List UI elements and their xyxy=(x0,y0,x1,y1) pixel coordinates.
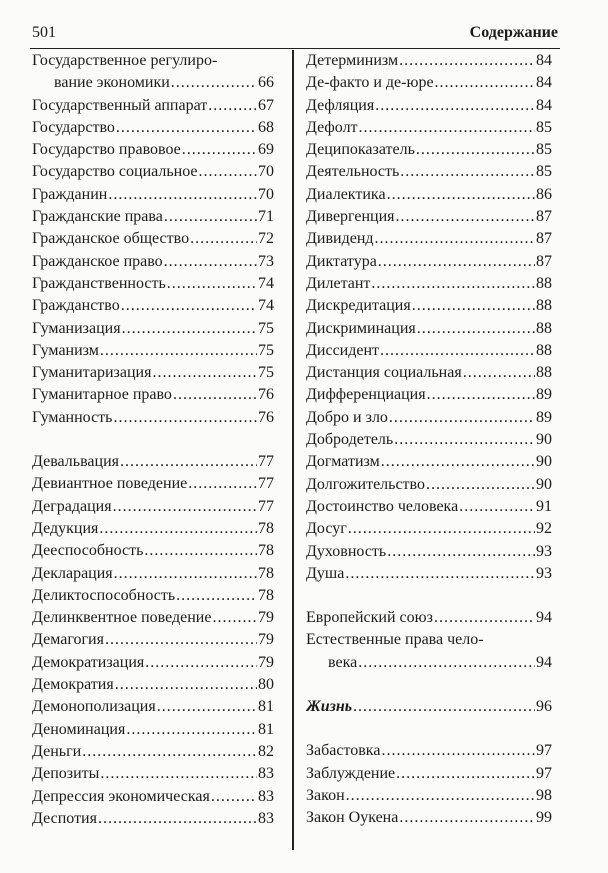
toc-term: Естественные права чело- xyxy=(306,631,484,649)
dot-leader xyxy=(120,451,257,473)
toc-page-number: 66 xyxy=(258,74,274,92)
toc-term: Диктатура xyxy=(306,252,377,270)
toc-entry xyxy=(32,674,274,696)
toc-term: Дивиденд xyxy=(306,230,374,248)
toc-term: Закон Оукена xyxy=(306,809,399,827)
dot-leader xyxy=(211,786,257,808)
toc-entry xyxy=(32,407,274,429)
toc-page-number: 78 xyxy=(258,564,274,582)
toc-term: Деликтоспособность xyxy=(32,586,176,604)
toc-entry xyxy=(306,139,552,161)
toc-entry xyxy=(306,496,552,518)
toc-entry xyxy=(306,740,552,762)
dot-leader xyxy=(375,228,535,250)
dot-leader xyxy=(164,251,257,273)
toc-entry xyxy=(32,585,274,607)
toc-term: Гражданство xyxy=(32,297,120,315)
toc-page-number: 94 xyxy=(536,653,552,671)
dot-leader xyxy=(389,407,535,429)
toc-entry xyxy=(306,807,552,829)
toc-entry xyxy=(306,318,552,340)
toc-entry xyxy=(32,340,274,362)
toc-page-number: 87 xyxy=(536,208,552,226)
toc-term: Добродетель xyxy=(306,431,394,449)
toc-entry xyxy=(32,563,274,585)
dot-leader xyxy=(348,518,535,540)
toc-entry xyxy=(32,384,274,406)
toc-page-number: 98 xyxy=(536,786,552,804)
page-header xyxy=(30,24,560,49)
toc-entry xyxy=(306,474,552,496)
toc-term: Догматизм xyxy=(306,453,380,471)
dot-leader xyxy=(399,807,535,829)
toc-entry xyxy=(306,696,552,718)
toc-page-number: 78 xyxy=(258,586,274,604)
dot-leader xyxy=(115,674,257,696)
toc-page-number: 74 xyxy=(258,274,274,292)
toc-term: Жизнь xyxy=(306,698,353,716)
toc-entry-line xyxy=(32,50,274,72)
toc-entry xyxy=(306,161,552,183)
toc-page-number: 83 xyxy=(258,765,274,783)
toc-entry xyxy=(306,429,552,451)
toc-term: Демонополизация xyxy=(32,698,156,716)
toc-entry xyxy=(306,95,552,117)
toc-page-number: 74 xyxy=(258,297,274,315)
toc-page-number: 85 xyxy=(536,163,552,181)
dot-leader xyxy=(105,629,257,651)
toc-entry xyxy=(32,763,274,785)
dot-leader xyxy=(176,585,257,607)
dot-leader xyxy=(116,117,257,139)
toc-page-number: 77 xyxy=(258,497,274,515)
dot-leader xyxy=(427,384,535,406)
toc-entry xyxy=(306,50,552,72)
toc-page-number: 96 xyxy=(536,698,552,716)
toc-entry xyxy=(32,518,274,540)
toc-term: Диссидент xyxy=(306,341,380,359)
toc-term: Дифференциация xyxy=(306,386,426,404)
dot-leader xyxy=(113,496,257,518)
toc-page-number: 77 xyxy=(258,475,274,493)
dot-leader xyxy=(82,741,257,763)
toc-entry xyxy=(32,696,274,718)
toc-term: Де-факто и де-юре xyxy=(306,74,434,92)
dot-leader xyxy=(434,607,535,629)
toc-term: Дискриминация xyxy=(306,319,416,337)
toc-term: Государственное регулиро- xyxy=(32,52,218,69)
dot-leader xyxy=(375,95,535,117)
toc-term: вание экономики xyxy=(54,74,170,92)
toc-term: Закон xyxy=(306,786,345,804)
toc-term: Гуманитаризация xyxy=(32,364,152,382)
toc-entry xyxy=(306,518,552,540)
toc-page-number: 79 xyxy=(258,609,274,627)
dot-leader xyxy=(145,652,257,674)
toc-entry xyxy=(306,251,552,273)
toc-term: Детерминизм xyxy=(306,52,399,69)
toc-page-number: 70 xyxy=(258,185,274,203)
toc-page-number: 87 xyxy=(536,230,552,248)
toc-page-number: 78 xyxy=(258,542,274,560)
dot-leader xyxy=(426,474,535,496)
toc-page-number: 94 xyxy=(536,609,552,627)
toc-page-number: 75 xyxy=(258,341,274,359)
dot-leader xyxy=(353,696,535,718)
dot-leader xyxy=(459,496,535,518)
toc-entry xyxy=(306,785,552,807)
toc-term: Деятельность xyxy=(306,163,400,181)
toc-entry xyxy=(32,184,274,206)
dot-leader xyxy=(100,340,257,362)
toc-page-number: 83 xyxy=(258,787,274,805)
toc-page-number: 69 xyxy=(258,141,274,159)
toc-entry xyxy=(306,206,552,228)
dot-leader xyxy=(378,251,535,273)
toc-entry xyxy=(32,161,274,183)
toc-term: Делинквентное поведение xyxy=(32,609,212,627)
toc-term: Девальвация xyxy=(32,453,120,471)
toc-term: Государство xyxy=(32,118,115,136)
toc-entry xyxy=(32,72,274,94)
dot-leader xyxy=(113,407,257,429)
toc-term: Европейский союз xyxy=(306,609,433,627)
dot-leader xyxy=(114,563,257,585)
toc-page-number: 92 xyxy=(536,520,552,538)
toc-page-number: 86 xyxy=(536,185,552,203)
toc-page-number: 75 xyxy=(258,364,274,382)
dot-leader xyxy=(182,139,257,161)
toc-term: Депозиты xyxy=(32,765,100,783)
dot-leader xyxy=(381,451,535,473)
toc-term: Гражданское право xyxy=(32,252,163,270)
toc-page-number: 97 xyxy=(536,742,552,760)
dot-leader xyxy=(190,228,257,250)
toc-term: Дееспособность xyxy=(32,542,144,560)
toc-entry xyxy=(306,117,552,139)
dot-leader xyxy=(394,429,535,451)
toc-page-number: 73 xyxy=(258,252,274,270)
toc-entry xyxy=(306,273,552,295)
toc-term: Дефолт xyxy=(306,118,358,136)
toc-page-number: 77 xyxy=(258,453,274,471)
toc-entry xyxy=(32,295,274,317)
toc-term: Гуманность xyxy=(32,408,113,426)
column-divider xyxy=(292,50,294,850)
toc-entry xyxy=(306,340,552,362)
dot-leader xyxy=(358,652,535,674)
dot-leader xyxy=(152,362,257,384)
toc-term: Дилетант xyxy=(306,274,371,292)
toc-entry xyxy=(32,607,274,629)
toc-term: Достоинство человека xyxy=(306,497,459,515)
toc-term: Душа xyxy=(306,564,345,582)
toc-term: Депрессия экономическая xyxy=(32,787,210,805)
toc-term: Деградация xyxy=(32,497,112,515)
toc-page-number: 78 xyxy=(258,519,274,537)
toc-term: Гуманитарное право xyxy=(32,386,172,404)
toc-entry xyxy=(32,496,274,518)
section-gap xyxy=(306,674,552,696)
dot-leader xyxy=(164,206,257,228)
toc-page-number: 72 xyxy=(258,230,274,248)
dot-leader xyxy=(199,161,257,183)
toc-entry xyxy=(32,808,274,830)
toc-right-column xyxy=(306,50,552,830)
toc-page-number: 88 xyxy=(536,319,552,337)
toc-entry xyxy=(32,228,274,250)
toc-term: Государственный аппарат xyxy=(32,96,208,114)
toc-page-number: 84 xyxy=(536,74,552,92)
section-gap xyxy=(32,429,274,451)
toc-term: Долгожительство xyxy=(306,475,425,493)
toc-left-column xyxy=(32,50,274,830)
toc-term: Дивергенция xyxy=(306,208,395,226)
toc-entry xyxy=(32,273,274,295)
toc-page-number: 79 xyxy=(258,653,274,671)
dot-leader xyxy=(416,139,535,161)
toc-entry xyxy=(32,741,274,763)
toc-entry xyxy=(306,563,552,585)
toc-term: Государство социальное xyxy=(32,163,198,181)
toc-entry xyxy=(32,719,274,741)
toc-term: Диалектика xyxy=(306,185,386,203)
toc-term: Забастовка xyxy=(306,742,381,760)
toc-entry xyxy=(32,362,274,384)
toc-term: Гражданское общество xyxy=(32,230,190,248)
toc-entry xyxy=(306,384,552,406)
toc-term: Заблуждение xyxy=(306,764,396,782)
toc-page-number: 81 xyxy=(258,698,274,716)
toc-page-number: 99 xyxy=(536,809,552,827)
toc-term: Деципоказатель xyxy=(306,141,415,159)
toc-page-number: 93 xyxy=(536,542,552,560)
toc-term: Демократизация xyxy=(32,653,145,671)
dot-leader xyxy=(100,763,257,785)
toc-term: Добро и зло xyxy=(306,408,388,426)
toc-term: Демократия xyxy=(32,676,114,694)
section-title: Содержание xyxy=(469,24,558,41)
dot-leader xyxy=(396,763,535,785)
toc-page-number: 88 xyxy=(536,274,552,292)
dot-leader xyxy=(171,72,257,94)
toc-term: Дефляция xyxy=(306,96,375,114)
toc-entry xyxy=(32,652,274,674)
toc-term: Демагогия xyxy=(32,631,104,649)
toc-term: Девиантное поведение xyxy=(32,475,188,493)
toc-term: Гуманизм xyxy=(32,341,99,359)
toc-page-number: 90 xyxy=(536,475,552,493)
dot-leader xyxy=(359,117,535,139)
toc-entry xyxy=(306,541,552,563)
toc-entry xyxy=(306,184,552,206)
toc-page-number: 67 xyxy=(258,96,274,114)
toc-page-number: 87 xyxy=(536,252,552,270)
toc-entry xyxy=(32,629,274,651)
toc-page-number: 83 xyxy=(258,809,274,827)
section-gap xyxy=(306,585,552,607)
toc-page-number: 85 xyxy=(536,118,552,136)
toc-term: века xyxy=(328,653,358,671)
dot-leader xyxy=(387,184,535,206)
toc-term: Гражданин xyxy=(32,185,108,203)
toc-page-number: 84 xyxy=(536,96,552,114)
toc-page-number: 88 xyxy=(536,297,552,315)
toc-term: Деньги xyxy=(32,742,82,760)
toc-entry xyxy=(306,362,552,384)
toc-page-number: 93 xyxy=(536,564,552,582)
dot-leader xyxy=(188,473,257,495)
toc-page-number: 88 xyxy=(536,364,552,382)
toc-page-number: 84 xyxy=(536,52,552,69)
toc-entry xyxy=(306,295,552,317)
toc-page-number: 88 xyxy=(536,341,552,359)
toc-term: Деноминация xyxy=(32,720,126,738)
toc-entry xyxy=(32,206,274,228)
dot-leader xyxy=(108,184,257,206)
toc-entry xyxy=(306,407,552,429)
dot-leader xyxy=(122,318,257,340)
toc-entry xyxy=(32,318,274,340)
toc-page-number: 90 xyxy=(536,453,552,471)
toc-page-number: 71 xyxy=(258,208,274,226)
toc-entry xyxy=(306,652,552,674)
dot-leader xyxy=(345,563,535,585)
toc-page-number: 68 xyxy=(258,118,274,136)
dot-leader xyxy=(98,808,257,830)
toc-term: Гражданские права xyxy=(32,208,163,226)
toc-page-number: 81 xyxy=(258,720,274,738)
toc-term: Дистанция социальная xyxy=(306,364,462,382)
toc-entry xyxy=(32,473,274,495)
toc-page-number: 85 xyxy=(536,141,552,159)
toc-term: Дискредитация xyxy=(306,297,411,315)
toc-entry xyxy=(32,251,274,273)
toc-page-number: 79 xyxy=(258,631,274,649)
toc-term: Государство правовое xyxy=(32,141,181,159)
dot-leader xyxy=(400,161,535,183)
toc-entry xyxy=(306,451,552,473)
toc-entry xyxy=(32,139,274,161)
section-gap xyxy=(306,718,552,740)
dot-leader xyxy=(435,72,535,94)
toc-term: Гражданственность xyxy=(32,274,166,292)
toc-entry-line xyxy=(306,629,552,651)
toc-term: Досуг xyxy=(306,520,347,538)
dot-leader xyxy=(173,384,257,406)
dot-leader xyxy=(346,785,535,807)
toc-page-number: 89 xyxy=(536,408,552,426)
dot-leader xyxy=(399,50,535,72)
toc-entry xyxy=(32,786,274,808)
toc-entry xyxy=(32,540,274,562)
dot-leader xyxy=(208,95,257,117)
dot-leader xyxy=(212,607,257,629)
toc-page-number: 80 xyxy=(258,676,274,694)
toc-term: Гуманизация xyxy=(32,319,121,337)
toc-entry xyxy=(306,72,552,94)
toc-entry xyxy=(32,95,274,117)
dot-leader xyxy=(167,273,257,295)
dot-leader xyxy=(412,295,535,317)
dot-leader xyxy=(157,696,257,718)
toc-term: Дедукция xyxy=(32,519,99,537)
toc-page-number: 82 xyxy=(258,742,274,760)
dot-leader xyxy=(381,740,535,762)
toc-page-number: 97 xyxy=(536,764,552,782)
toc-page-number: 76 xyxy=(258,386,274,404)
toc-page-number: 75 xyxy=(258,319,274,337)
dot-leader xyxy=(387,541,535,563)
dot-leader xyxy=(144,540,257,562)
dot-leader xyxy=(396,206,535,228)
dot-leader xyxy=(99,518,257,540)
toc-page-number: 90 xyxy=(536,431,552,449)
toc-entry xyxy=(306,763,552,785)
toc-entry xyxy=(306,228,552,250)
toc-term: Деспотия xyxy=(32,809,97,827)
dot-leader xyxy=(417,318,535,340)
dot-leader xyxy=(371,273,535,295)
toc-page-number: 76 xyxy=(258,408,274,426)
dot-leader xyxy=(126,719,257,741)
toc-entry xyxy=(32,117,274,139)
toc-page-number: 89 xyxy=(536,386,552,404)
toc-term: Декларация xyxy=(32,564,113,582)
toc-entry xyxy=(32,451,274,473)
page-number: 501 xyxy=(32,24,56,41)
dot-leader xyxy=(463,362,535,384)
dot-leader xyxy=(380,340,535,362)
dot-leader xyxy=(121,295,257,317)
toc-term: Духовность xyxy=(306,542,387,560)
toc-page-number: 91 xyxy=(536,497,552,515)
toc-page-number: 70 xyxy=(258,163,274,181)
toc-entry xyxy=(306,607,552,629)
